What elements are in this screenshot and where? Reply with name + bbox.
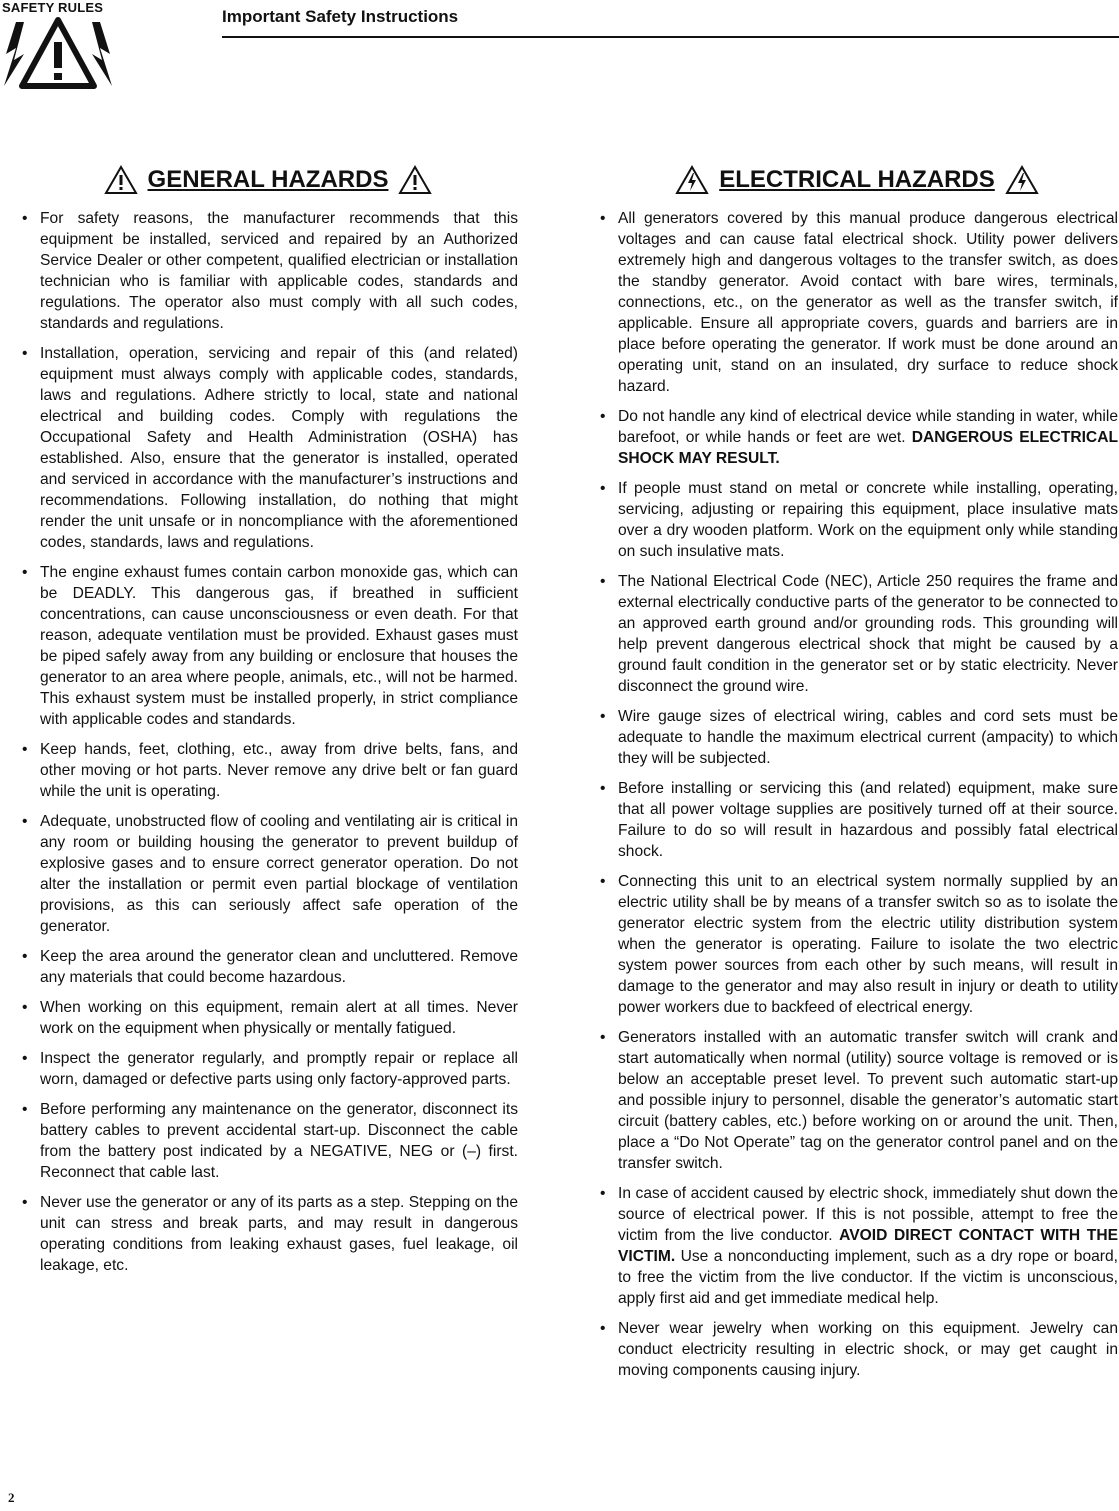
page-number: 2 xyxy=(8,1490,15,1505)
list-item: • If people must stand on metal or concrete while installing, operating, servicing, adjusting or repairing this equipment, place insulative mats over a dry wooden platform. Work on the equipment only while standing on such insulative mats. xyxy=(596,478,1118,562)
electrical-hazards-heading xyxy=(596,160,1118,200)
list-item: • Before performing any maintenance on the generator, disconnect its battery cables to prevent accidental start-up. Disconnect the cable from the battery post indicated by a NEGATIVE, NEG or (–) first. Reconnect that cable last. xyxy=(18,1099,518,1183)
header-divider xyxy=(222,36,1119,38)
list-item: • All generators covered by this manual produce dangerous electrical voltages and can cause fatal electrical shock. Utility power delivers extremely high and dangerous voltages to the transfer switch, as does the standby generator. Avoid contact with bare wires, terminals, connections, etc., on the generator as well as the transfer switch, if applicable. Ensure all appropriate covers, guards and barriers are in place before operating the generator. If work must be done around an operating unit, stand on an insulated, dry surface to reduce shock hazard. xyxy=(596,208,1118,397)
list-item: • Keep the area around the generator clean and uncluttered. Remove any materials that could become hazardous. xyxy=(18,946,518,988)
list-item: • For safety reasons, the manufacturer recommends that this equipment be installed, serviced and repaired by an Authorized Service Dealer or other competent, qualified electrician or installation technician who is familiar with applicable codes, standards and regulations. The operator also must comply with all such codes, standards and regulations. xyxy=(18,208,518,334)
list-item: • Inspect the generator regularly, and promptly repair or replace all worn, damaged or defective parts using only factory-approved parts. xyxy=(18,1048,518,1090)
general-hazards-heading xyxy=(18,160,518,200)
high-voltage-warning-icon xyxy=(2,14,114,92)
list-item: • Generators installed with an automatic transfer switch will crank and start automatically when normal (utility) source voltage is removed or is below an acceptable preset level. To prevent such automatic start-up and possible injury to personnel, disable the generator’s automatic start circuit (battery cables, etc.) before working on or around the unit. Then, place a “Do Not Operate” tag on the generator control panel and on the transfer switch. xyxy=(596,1027,1118,1174)
list-item: • Connecting this unit to an electrical system normally supplied by an electric utility shall be by means of a transfer switch so as to isolate the generator electric system from the electric utility distribution system when the generator is operating. Failure to isolate the two electric system power sources from each other by such means, will result in damage to the generator and may also result in injury or death to utility power workers due to backfeed of electrical energy. xyxy=(596,871,1118,1018)
list-item xyxy=(596,1183,1118,1309)
list-item: • Wire gauge sizes of electrical wiring, cables and cord sets must be adequate to handle the maximum electrical current (ampacity) to which they will be subjected. xyxy=(596,706,1118,769)
general-hazards-list xyxy=(18,208,518,1276)
page-header-title: Important Safety Instructions xyxy=(222,7,459,26)
shock-warning-bold: DANGEROUS ELECTRICAL SHOCK MAY RESULT. xyxy=(618,429,1118,467)
list-item: • Installation, operation, servicing and repair of this (and related) equipment must always comply with applicable codes, standards, laws and regulations. Adhere strictly to local, state and national electrical and building codes. Comply with regulations the Occupational Safety and Health Administration (OSHA) has established. Also, ensure that the generator is installed, operated and serviced in accordance with the manufacturer’s instructions and recommendations. Following installation, do nothing that might render the unit unsafe or in noncompliance with the aforementioned codes, standards, laws and regulations. xyxy=(18,343,518,553)
list-item: • Keep hands, feet, clothing, etc., away from drive belts, fans, and other moving or hot parts. Never remove any drive belt or fan guard while the unit is operating. xyxy=(18,739,518,802)
electrical-hazards-section xyxy=(596,160,1118,1390)
list-item: • Before installing or servicing this (and related) equipment, make sure that all power voltage supplies are positively turned off at their source. Failure to do so will result in hazardous and possibly fatal electrical shock. xyxy=(596,778,1118,862)
item-text: In case of accident caused by electric shock, immediately shut down the source of electrical power. If this is not possible, attempt to free the victim from the live conductor. xyxy=(618,1185,1118,1244)
list-item xyxy=(596,406,1118,469)
list-item: • The National Electrical Code (NEC), Article 250 requires the frame and external electrically conductive parts of the generator to be connected to an approved earth ground and/or grounding rods. This grounding will help prevent dangerous electrical shock that might be caused by a ground fault condition in the generator set or by static electricity. Never disconnect the ground wire. xyxy=(596,571,1118,697)
safety-rules-label: SAFETY RULES xyxy=(2,0,104,15)
list-item: • Adequate, unobstructed flow of cooling and ventilating air is critical in any room or building housing the generator to prevent buildup of explosive gases and to ensure correct generator operation. Do not alter the installation or permit even partial blockage of ventilation provisions, as this can seriously affect safe operation of the generator. xyxy=(18,811,518,937)
avoid-contact-bold: AVOID DIRECT CONTACT WITH THE VICTIM. xyxy=(618,1227,1118,1265)
list-item: • When working on this equipment, remain alert at all times. Never work on the equipment when physically or mentally fatigued. xyxy=(18,997,518,1039)
item-text: Use a nonconducting implement, such as a dry rope or board, to free the victim from the live conductor. If the victim is unconscious, apply first aid and get immediate medical help. xyxy=(618,1248,1119,1307)
electrical-hazards-title: ELECTRICAL HAZARDS xyxy=(719,166,995,193)
electrical-warning-icon xyxy=(1005,165,1039,195)
list-item: • The engine exhaust fumes contain carbon monoxide gas, which can be DEADLY. This dangerous gas, if breathed in sufficient concentrations, can cause unconsciousness or even death. For that reason, adequate ventilation must be provided. Exhaust gases must be piped safely away from any building or enclosure that houses the generator to an area where people, animals, etc., will not be harmed. This exhaust system must be installed properly, in strict compliance with applicable codes and standards. xyxy=(18,562,518,730)
electrical-hazards-list xyxy=(596,208,1118,1381)
general-hazards-title: GENERAL HAZARDS xyxy=(147,166,389,193)
list-item: • Never wear jewelry when working on this equipment. Jewelry can conduct electricity resulting in electric shock, or may get caught in moving components causing injury. xyxy=(596,1318,1118,1381)
electrical-warning-icon xyxy=(675,165,709,195)
warning-triangle-icon xyxy=(104,165,138,195)
warning-triangle-icon xyxy=(398,165,432,195)
list-item: • Never use the generator or any of its parts as a step. Stepping on the unit can stress and break parts, and may result in dangerous operating conditions from leaking exhaust gases, fuel leakage, oil leakage, etc. xyxy=(18,1192,518,1276)
item-text: Do not handle any kind of electrical device while standing in water, while barefoot, or while hands or feet are wet. xyxy=(618,408,1118,446)
general-hazards-section xyxy=(18,160,518,1285)
